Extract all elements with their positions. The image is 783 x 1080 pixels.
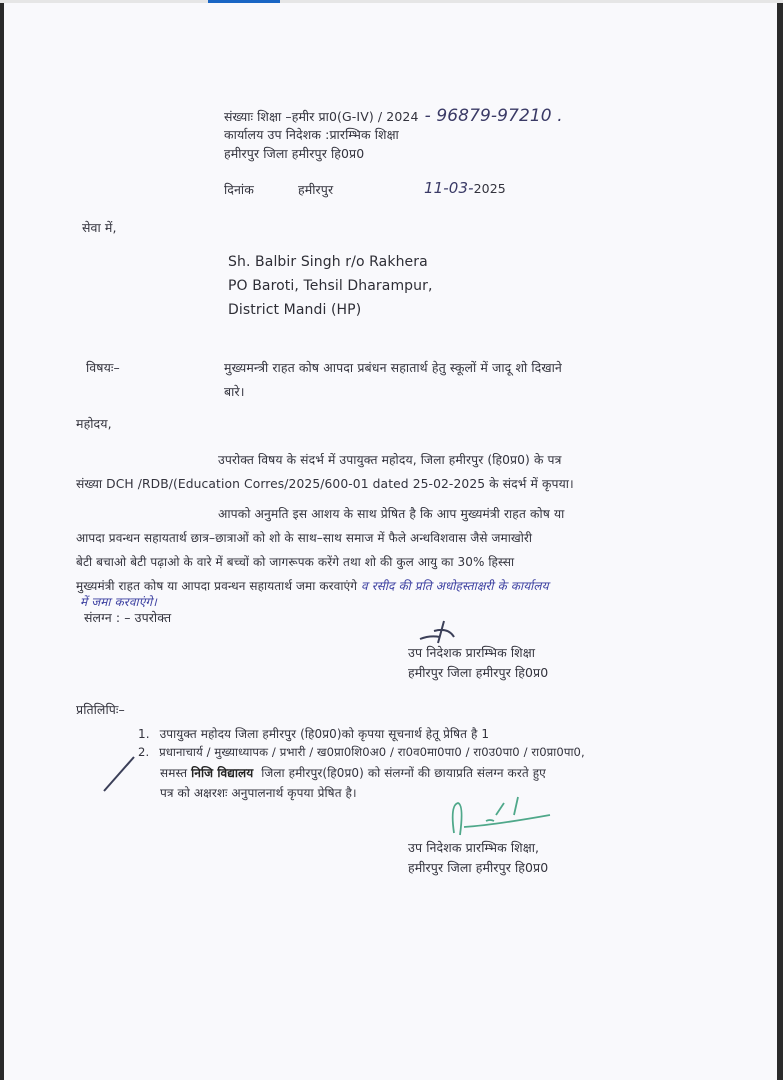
body-para2-line2: आपदा प्रवन्धन सहायतार्थ छात्र–छात्राओं को शो के साथ–साथ समाज में फैले अन्धविशवास जैसे जमाखोरी: [76, 531, 533, 545]
copy-to-item-1: [138, 725, 489, 742]
date-value: [424, 179, 506, 197]
reference-handwritten: - 96879-97210 .: [424, 106, 563, 126]
subject-line-1: मुख्यमन्त्री राहत कोष आपदा प्रबंधन सहातार्थ हेतु स्कूलों में जादू शो दिखाने: [224, 360, 562, 375]
greeting: महोदय,: [76, 416, 112, 431]
signature-2-line-2: हमीरपुर जिला हमीरपुर हि0प्र0: [408, 860, 549, 875]
body-para1-line2: संख्या DCH /RDB/(Education Corres/2025/600-01 dated 25-02-2025 के संदर्भ में कृपया।: [76, 477, 574, 491]
date-place: हमीरपुर: [298, 182, 334, 197]
copy-to-item-2-pre: समस्त: [160, 766, 188, 780]
recipient-line-2: PO Baroti, Tehsil Dharampur,: [228, 278, 433, 294]
copy-to-item-2-line-1: [138, 745, 585, 760]
body-para1-line1: उपरोक्त विषय के संदर्भ में उपायुक्त महोदय, जिला हमीरपुर (हि0प्र0) के पत्र: [218, 453, 562, 467]
body-para2-line1: आपको अनुमति इस आशय के साथ प्रेषित है कि आप मुख्यमंत्री राहत कोष या: [218, 507, 565, 521]
handwritten-note-1: व रसीद की प्रति अधोहस्ताक्षरी के कार्यालय: [361, 579, 549, 593]
recipient-line-3: District Mandi (HP): [228, 302, 362, 318]
signature-1-icon: [414, 617, 474, 647]
office-line-2: हमीरपुर जिला हमीरपुर हि0प्र0: [224, 146, 365, 161]
copy-to-item-2-number: 2.: [138, 745, 150, 759]
handwritten-note-2: में जमा करवाएंगे।: [80, 595, 157, 609]
copy-to-item-2-text: प्रधानाचार्य / मुख्याध्यापक / प्रभारी / ख0प्रा0शि0अ0 / रा0व0मा0पा0 / रा0उ0पा0 / रा0प्रा0पा0,: [159, 745, 585, 759]
signature-2-line-1: उप निदेशक प्रारम्भिक शिक्षा,: [408, 840, 540, 855]
signature-2-icon: [434, 785, 554, 845]
letter-page: [4, 3, 777, 1080]
copy-to-item-2-line-3: पत्र को अक्षरशः अनुपालनार्थ कृपया प्रेषित है।: [160, 786, 357, 800]
copy-to-label: प्रतिलिपिः–: [76, 702, 125, 717]
body-para2-line4: [76, 577, 549, 594]
date-handwritten: 11-03-: [424, 179, 474, 197]
date-year: 2025: [473, 181, 506, 196]
subject-line-2: बारे।: [224, 384, 245, 399]
salutation-to: सेवा में,: [82, 220, 117, 235]
check-mark-icon: [100, 753, 140, 795]
signature-1-line-1: उप निदेशक प्रारम्भिक शिक्षा: [408, 645, 536, 660]
recipient-line-1: Sh. Balbir Singh r/o Rakhera: [228, 254, 428, 270]
enclosure: संलग्न : – उपरोक्त: [84, 610, 172, 625]
copy-to-item-1-number: 1.: [138, 727, 150, 741]
office-line-1: कार्यालय उप निदेशक :प्रारम्भिक शिक्षा: [224, 127, 399, 142]
copy-to-item-1-text: उपायुक्त महोदय जिला हमीरपुर (हि0प्र0)को कृपया सूचनार्थ हेतू प्रेषित है 1: [159, 727, 490, 741]
body-para2-line4-text: मुख्यमंत्री राहत कोष या आपदा प्रवन्धन सहायतार्थ जमा करवाएंगे: [76, 579, 358, 593]
date-label: दिनांक: [224, 182, 254, 197]
copy-to-item-2-post: जिला हमीरपुर(हि0प्र0) को संलग्नों की छायाप्रति संलग्न करते हुए: [261, 766, 546, 780]
reference-number: [224, 106, 563, 126]
body-para2-line3: बेटी बचाओ बेटी पढ़ाओ के वारे में बच्चों को जागरूपक करेंगे तथा शो की कुल आयु का 30% हिस्सा: [76, 555, 515, 569]
reference-prefix: संख्याः शिक्षा –हमीर प्रा0(G-IV) / 2024: [224, 109, 419, 124]
copy-to-item-2-line-2: [160, 764, 546, 781]
signature-1-line-2: हमीरपुर जिला हमीरपुर हि0प्र0: [408, 665, 549, 680]
copy-to-item-2-bold: निजि विद्यालय: [191, 766, 254, 780]
subject-label: विषयः–: [86, 360, 120, 375]
